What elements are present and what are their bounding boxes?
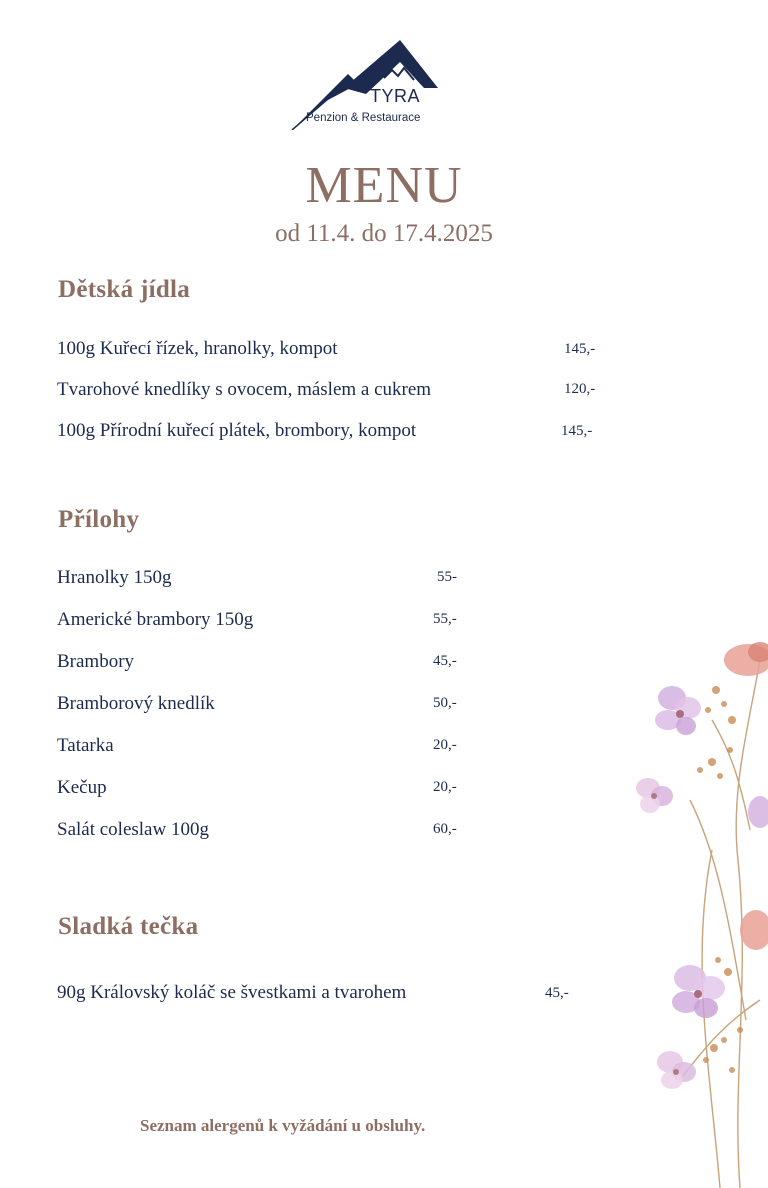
- allergens-note: Seznam alergenů k vyžádání u obsluhy.: [140, 1116, 426, 1135]
- menu-item-price: 145,-: [561, 423, 593, 439]
- section-title-prilohy: Přílohy: [58, 506, 140, 533]
- menu-item: Tvarohové knedlíky s ovocem, máslem a cukrem: [57, 379, 432, 400]
- menu-item: Bramborový knedlík: [57, 693, 215, 714]
- menu-item: Kečup: [57, 777, 107, 798]
- menu-item-price: 55-: [437, 569, 457, 585]
- menu-item-price: 120,-: [564, 381, 596, 397]
- menu-item-price: 20,-: [433, 737, 457, 753]
- menu-title: MENU: [305, 157, 463, 214]
- menu-item: Americké brambory 150g: [57, 609, 254, 630]
- logo-subtitle: Penzion & Restaurace: [306, 112, 421, 124]
- menu-item-price: 45,-: [545, 985, 569, 1001]
- menu-item: 100g Přírodní kuřecí plátek, brombory, kompot: [57, 420, 417, 441]
- restaurant-logo: [288, 38, 448, 130]
- menu-item: 90g Královský koláč se švestkami a tvarohem: [57, 982, 407, 1003]
- menu-date-range: od 11.4. do 17.4.2025: [275, 220, 493, 247]
- section-title-sladka-tecka: Sladká tečka: [58, 913, 199, 940]
- menu-item-price: 55,-: [433, 611, 457, 627]
- menu-item-price: 50,-: [433, 695, 457, 711]
- watercolor-flowers-icon: [620, 600, 768, 1188]
- menu-item: Tatarka: [57, 735, 114, 756]
- menu-item: Hranolky 150g: [57, 567, 172, 588]
- menu-item-price: 60,-: [433, 821, 457, 837]
- menu-item: Salát coleslaw 100g: [57, 819, 209, 840]
- section-title-detska-jidla: Dětská jídla: [58, 276, 191, 303]
- menu-item-price: 20,-: [433, 779, 457, 795]
- logo-name: TYRA: [370, 86, 421, 106]
- menu-item-price: 145,-: [564, 341, 596, 357]
- menu-item: Brambory: [57, 651, 135, 672]
- menu-item: 100g Kuřecí řízek, hranolky, kompot: [57, 338, 338, 359]
- menu-item-price: 45,-: [433, 653, 457, 669]
